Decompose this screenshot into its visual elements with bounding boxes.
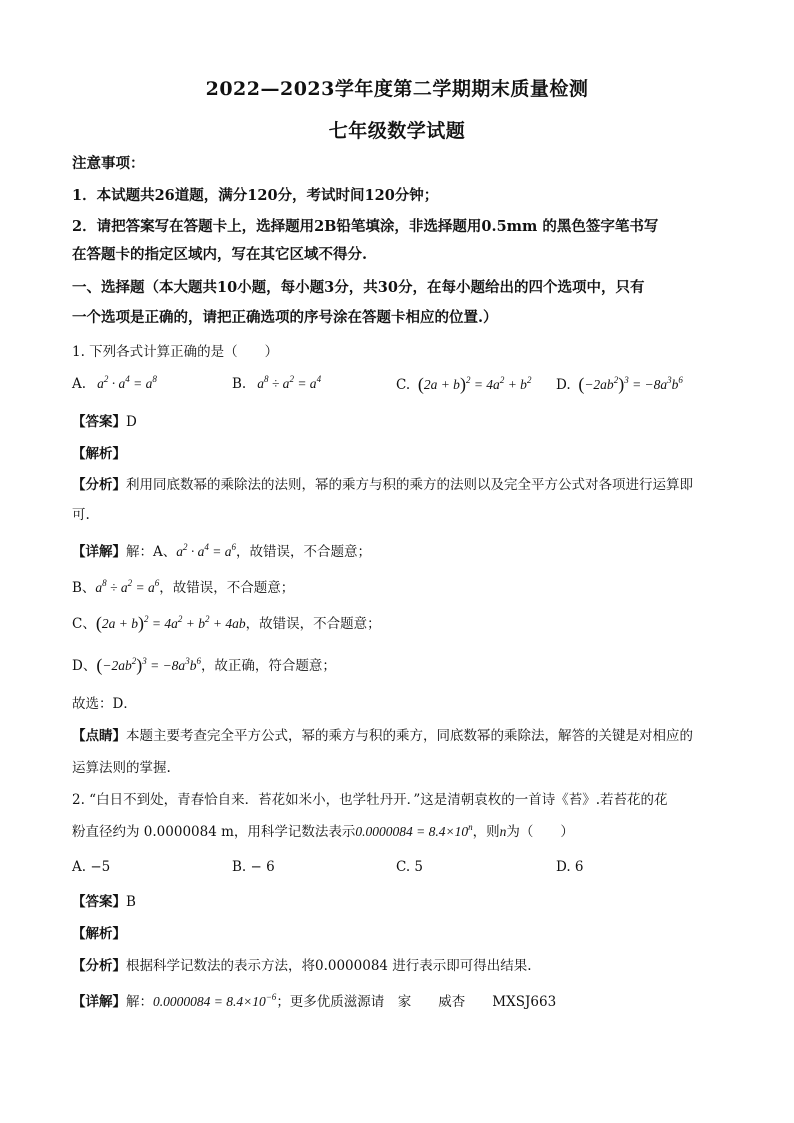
q1-fenxi-tag: 【分析】 — [72, 477, 126, 493]
q1-fenxi-line-1 — [72, 473, 722, 493]
note-2-line-1: 2．请把答案写在答题卡上，选择题用2B铅笔填涂，非选择题用0.5mm 的黑色签字笔书写 — [72, 218, 659, 235]
note-1: 1．本试题共26道题，满分120分，考试时间120分钟； — [72, 187, 439, 204]
q1-detail-c-lead: C、 — [72, 616, 96, 632]
q1-option-b — [232, 374, 321, 392]
q2-stem-var-n: n — [499, 824, 507, 839]
q2-fenxi — [72, 954, 722, 974]
q1-detail-a-tail: ，故错误，不合题意； — [236, 544, 371, 560]
note-2-line-2: 在答题卡的指定区域内，写在其它区域不得分. — [72, 246, 368, 263]
q1-option-a-label: A. — [72, 376, 87, 392]
q1-detail-b-tail: ，故错误，不合题意； — [159, 580, 295, 596]
q1-detail-b-lead: B、 — [72, 580, 96, 596]
section-1-line-2: 一个选项是正确的，请把正确选项的序号涂在答题卡相应的位置.） — [72, 309, 498, 326]
q2-option-a: A. −5 — [72, 859, 111, 875]
q1-option-d — [556, 374, 683, 395]
q2-option-b: B. − 6 — [232, 859, 275, 875]
q1-detail-c-tail: ，故错误，不合题意； — [245, 616, 381, 632]
q1-answer-tag: 【答案】 — [72, 414, 126, 430]
exam-title: 2022—2023学年度第二学期期末质量检测 — [205, 78, 589, 100]
q1-dianjing-line-1 — [72, 724, 722, 744]
exam-subtitle: 七年级数学试题 — [328, 120, 466, 142]
q2-stem-2b: ，则 — [472, 824, 500, 840]
q1-option-c — [396, 374, 531, 395]
q2-detail-formula: $0.0000084 = 8.4\times 10^{-6}$ — [153, 992, 277, 1009]
q2-stem-2c: 为（ ） — [506, 824, 574, 840]
q1-fenxi-line-2: 可. — [72, 507, 90, 523]
section-1-line-1: 一、选择题（本大题共10小题，每小题3分，共30分，在每小题给出的四个选项中，只有 — [72, 279, 645, 296]
q2-stem-line-2 — [72, 820, 722, 840]
q1-detail-d-lead: D、 — [72, 658, 97, 674]
q1-detail-d-tail: ，故正确，符合题意； — [200, 658, 336, 674]
q1-fenxi-text: 利用同底数幂的乘除法的法则，幂的乘方与积的乘方的法则以及完全平方公式对各项进行运算即 — [126, 477, 693, 493]
q1-option-d-label: D. — [556, 377, 571, 393]
q1-option-c-label: C. — [396, 377, 411, 393]
q1-choose: 故选：D． — [72, 696, 137, 712]
q2-answer-tag: 【答案】 — [72, 894, 126, 910]
q1-stem: 1. 下列各式计算正确的是（ ） — [72, 344, 279, 360]
q2-answer — [72, 890, 722, 910]
q2-answer-value: B — [126, 894, 136, 910]
q2-detail-tail: ；更多优质滋源请 家 威杏 MXSJ663 — [276, 994, 557, 1010]
q2-fenxi-text: 根据科学记数法的表示方法，将0.0000084 进行表示即可得出结果. — [126, 958, 532, 974]
q1-option-b-formula: $a^8 \div a^2 = a^4$ — [250, 374, 322, 391]
q2-detail — [72, 990, 722, 1010]
q1-dianjing-line-2: 运算法则的掌握. — [72, 760, 171, 776]
q2-stem-formula: $0.0000084 = 8.4\times 10^n$ — [355, 822, 473, 839]
notes-heading: 注意事项： — [72, 155, 145, 172]
q2-stem-line-1: 2. “白日不到处，青春恰自来．苔花如米小，也学牡丹开．”这是清朝袁枚的一首诗《苔》.若苔花的花 — [72, 792, 668, 808]
q1-answer — [72, 410, 722, 430]
q2-option-c: C. 5 — [396, 859, 424, 875]
q2-detail-tag: 【详解】 — [72, 994, 126, 1010]
q1-dianjing-text: 本题主要考查完全平方公式，幂的乘方与积的乘方，同底数幂的乘除法，解答的关键是对相应的 — [126, 728, 693, 744]
q1-detail-c-formula: $(2a + b)^2 = 4a^2 + b^2 + 4ab$ — [95, 613, 246, 633]
q2-option-d: D. 6 — [556, 859, 584, 875]
q1-detail-b-formula: $a^8 \div a^2 = a^6$ — [95, 578, 160, 595]
q1-detail-a — [72, 540, 722, 560]
q2-detail-lead: 解： — [126, 994, 153, 1010]
q2-fenxi-tag: 【分析】 — [72, 958, 126, 974]
q1-dianjing-tag: 【点睛】 — [72, 728, 126, 744]
q1-detail-b — [72, 576, 722, 596]
q1-detail-d-formula: $(-2ab^2)^3 = -8a^3b^6$ — [96, 655, 201, 675]
q1-detail-d — [72, 654, 722, 676]
q1-answer-value: D — [126, 414, 137, 430]
q1-detail-lead: 解：A、 — [126, 544, 177, 560]
q1-analysis-tag: 【解析】 — [72, 446, 126, 462]
q1-detail-tag: 【详解】 — [72, 544, 126, 560]
q1-option-a-formula: $a^2 \cdot a^4 = a^8$ — [90, 374, 157, 391]
q1-option-c-formula: $(2a + b)^2 = 4a^2 + b^2$ — [417, 374, 532, 394]
q2-analysis-tag: 【解析】 — [72, 926, 126, 942]
q1-detail-c — [72, 612, 722, 634]
q1-option-a — [72, 374, 157, 392]
q1-option-b-label: B. — [232, 376, 247, 392]
q1-detail-a-formula: $a^2 \cdot a^4 = a^6$ — [176, 542, 236, 559]
q2-stem-2a: 粉直径约为 0.0000084 m，用科学记数法表示 — [72, 824, 356, 840]
q1-option-d-formula: $(-2ab^2)^3 = -8a^3b^6$ — [578, 374, 683, 394]
